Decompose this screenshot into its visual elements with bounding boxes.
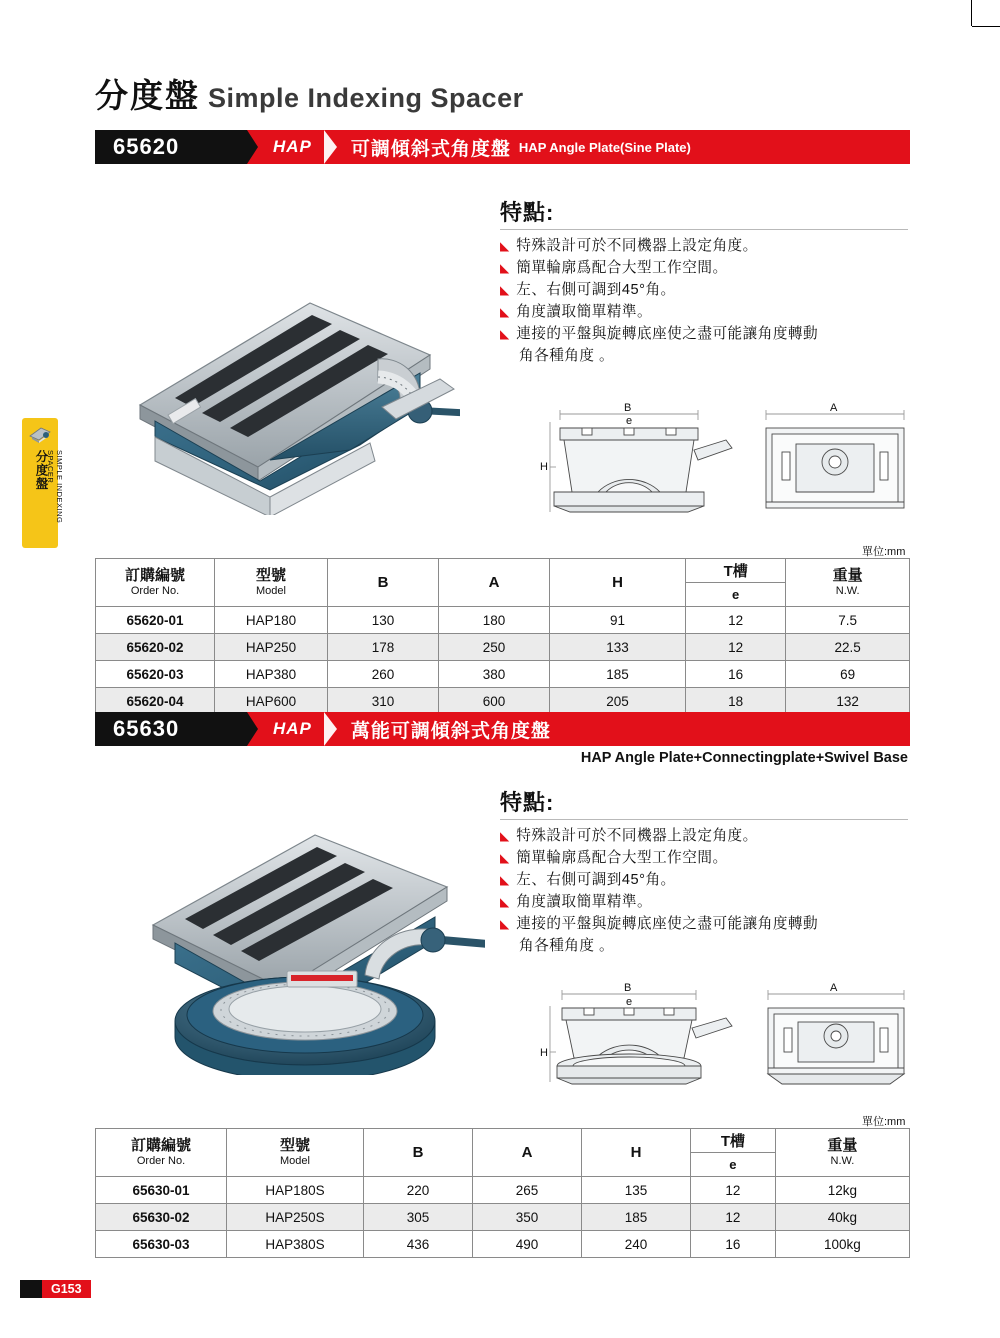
cell-e: 16 [686,661,786,688]
side-tab-label-en: SIMPLE INDEXING SPACER [46,450,64,524]
table-header-row [96,559,910,583]
th-a: A [439,559,550,607]
spec-table-65620 [95,558,910,715]
cell-nw: 100kg [775,1231,909,1258]
th-t-slot-e: e [691,1153,776,1177]
feature-item [500,849,908,868]
features-block-65630 [500,786,908,956]
cell-nw: 40kg [775,1204,909,1231]
bullet-flag-icon: ◣ [500,239,510,253]
table-row [96,1177,910,1204]
cell-h: 185 [550,661,686,688]
bullet-flag-icon: ◣ [500,261,510,275]
cell-b: 305 [364,1204,473,1231]
feature-item [500,871,908,890]
table-row [96,661,910,688]
bullet-flag-icon: ◣ [500,305,510,319]
product-photo-65630 [135,825,485,1075]
cell-nw: 132 [786,688,910,715]
features-block-65620 [500,196,908,366]
section-title-en-65630: HAP Angle Plate+Connectingplate+Swivel Base [580,750,908,766]
cell-h: 91 [550,607,686,634]
cell-h: 205 [550,688,686,715]
footer-block [20,1280,42,1298]
section-brand-65620: HAP [273,137,312,156]
feature-item [500,915,908,934]
cell-a: 490 [473,1231,582,1258]
cell-order: 65620-04 [96,688,215,715]
unit-note-65620: 單位:mm [862,546,906,558]
feature-continuation: 角各種角度 。 [519,348,615,364]
crop-mark-vertical [971,0,972,26]
th-t-slot-e: e [686,583,786,607]
technical-drawing-65620 [520,400,920,555]
bullet-flag-icon: ◣ [500,895,510,909]
cell-nw: 69 [786,661,910,688]
cell-model: HAP250 [215,634,328,661]
side-tab-label-cn: 分度盤 [34,450,48,491]
side-index-tab[interactable] [22,418,64,548]
table-row [96,1204,910,1231]
bullet-flag-icon: ◣ [500,851,510,865]
feature-item [500,325,908,344]
feature-item [500,237,908,256]
crop-mark-horizontal [972,26,1000,27]
cell-b: 310 [328,688,439,715]
th-weight: 重量 N.W. [775,1129,909,1177]
cell-order: 65630-03 [96,1231,227,1258]
feature-continuation: 角各種角度 。 [519,938,615,954]
cell-e: 12 [686,607,786,634]
cell-a: 250 [439,634,550,661]
cell-a: 380 [439,661,550,688]
section-bar-65620 [95,130,910,164]
features-heading-65620: 特點: [500,200,555,225]
page-title-en: Simple Indexing Spacer [208,83,524,113]
cell-e: 12 [686,634,786,661]
section-bar-65630 [95,712,910,746]
cell-order: 65630-02 [96,1204,227,1231]
feature-text: 左、右側可調到45°角。 [516,282,676,298]
spec-table-65630 [95,1128,910,1258]
feature-item [500,303,908,322]
section-brand-65630: HAP [273,719,312,738]
cell-order: 65630-01 [96,1177,227,1204]
cell-b: 260 [328,661,439,688]
feature-text: 簡單輪廓爲配合大型工作空間。 [516,850,728,866]
page-title [95,70,524,117]
cell-model: HAP180S [227,1177,364,1204]
cell-h: 185 [582,1204,691,1231]
feature-item [500,827,908,846]
table-row [96,688,910,715]
product-photo-65620 [120,285,460,515]
cell-order: 65620-03 [96,661,215,688]
cell-model: HAP380S [227,1231,364,1258]
cell-b: 130 [328,607,439,634]
cell-nw: 7.5 [786,607,910,634]
section-title-cn-65630: 萬能可調傾斜式角度盤 [350,720,551,742]
section-code-65620: 65620 [95,130,247,164]
cell-model: HAP250S [227,1204,364,1231]
feature-text: 特殊設計可於不同機器上設定角度。 [516,828,758,844]
feature-item [500,893,908,912]
unit-note-65630: 單位:mm [862,1116,906,1128]
drawing-label-H: H [540,1047,548,1059]
footer [20,1280,91,1298]
th-weight: 重量 N.W. [786,559,910,607]
th-model: 型號 Model [215,559,328,607]
feature-item [500,281,908,300]
th-order-no: 訂購編號 Order No. [96,559,215,607]
cell-h: 240 [582,1231,691,1258]
th-b: B [364,1129,473,1177]
th-t-slot: T槽 [691,1129,776,1153]
feature-text: 連接的平盤與旋轉底座使之盡可能讓角度轉動 [516,916,819,932]
cell-e: 18 [686,688,786,715]
th-h: H [582,1129,691,1177]
th-order-no: 訂購編號 Order No. [96,1129,227,1177]
cell-h: 135 [582,1177,691,1204]
features-heading-65630: 特點: [500,790,555,815]
drawing-label-A: A [830,982,838,994]
cell-order: 65620-01 [96,607,215,634]
section-title-en-65620: HAP Angle Plate(Sine Plate) [518,139,691,155]
drawing-label-e: e [626,996,633,1008]
drawing-label-H: H [540,461,548,473]
drawing-label-e: e [626,415,633,427]
table-row [96,607,910,634]
indexing-spacer-icon [29,424,51,444]
cell-e: 12 [691,1204,776,1231]
drawing-label-A: A [830,402,838,414]
cell-b: 436 [364,1231,473,1258]
features-rule [500,229,908,230]
table-row [96,1231,910,1258]
cell-model: HAP180 [215,607,328,634]
cell-model: HAP600 [215,688,328,715]
th-t-slot: T槽 [686,559,786,583]
cell-a: 600 [439,688,550,715]
section-title-cn-65620: 可調傾斜式角度盤 [350,138,511,160]
cell-model: HAP380 [215,661,328,688]
cell-e: 12 [691,1177,776,1204]
drawing-label-B: B [624,982,632,994]
feature-text: 角度讀取簡單精準。 [516,894,653,910]
bullet-flag-icon: ◣ [500,829,510,843]
th-model: 型號 Model [227,1129,364,1177]
table-header-row [96,1129,910,1153]
features-rule [500,819,908,820]
page-title-cn: 分度盤 [95,77,200,114]
cell-nw: 22.5 [786,634,910,661]
bullet-flag-icon: ◣ [500,917,510,931]
feature-text: 左、右側可調到45°角。 [516,872,676,888]
bullet-flag-icon: ◣ [500,327,510,341]
cell-b: 178 [328,634,439,661]
cell-nw: 12kg [775,1177,909,1204]
drawing-label-B: B [624,402,632,414]
feature-text: 連接的平盤與旋轉底座使之盡可能讓角度轉動 [516,326,819,342]
page-number: G153 [42,1280,91,1298]
bullet-flag-icon: ◣ [500,283,510,297]
bullet-flag-icon: ◣ [500,873,510,887]
section-code-65630: 65630 [95,712,247,746]
cell-h: 133 [550,634,686,661]
th-h: H [550,559,686,607]
cell-order: 65620-02 [96,634,215,661]
th-b: B [328,559,439,607]
cell-a: 350 [473,1204,582,1231]
feature-item [500,259,908,278]
technical-drawing-65630 [520,980,920,1115]
table-row [96,634,910,661]
th-a: A [473,1129,582,1177]
cell-a: 180 [439,607,550,634]
chevron-divider-icon [324,712,337,746]
cell-a: 265 [473,1177,582,1204]
chevron-divider-icon [324,130,337,164]
feature-text: 簡單輪廓爲配合大型工作空間。 [516,260,728,276]
feature-text: 角度讀取簡單精準。 [516,304,653,320]
cell-b: 220 [364,1177,473,1204]
cell-e: 16 [691,1231,776,1258]
feature-text: 特殊設計可於不同機器上設定角度。 [516,238,758,254]
